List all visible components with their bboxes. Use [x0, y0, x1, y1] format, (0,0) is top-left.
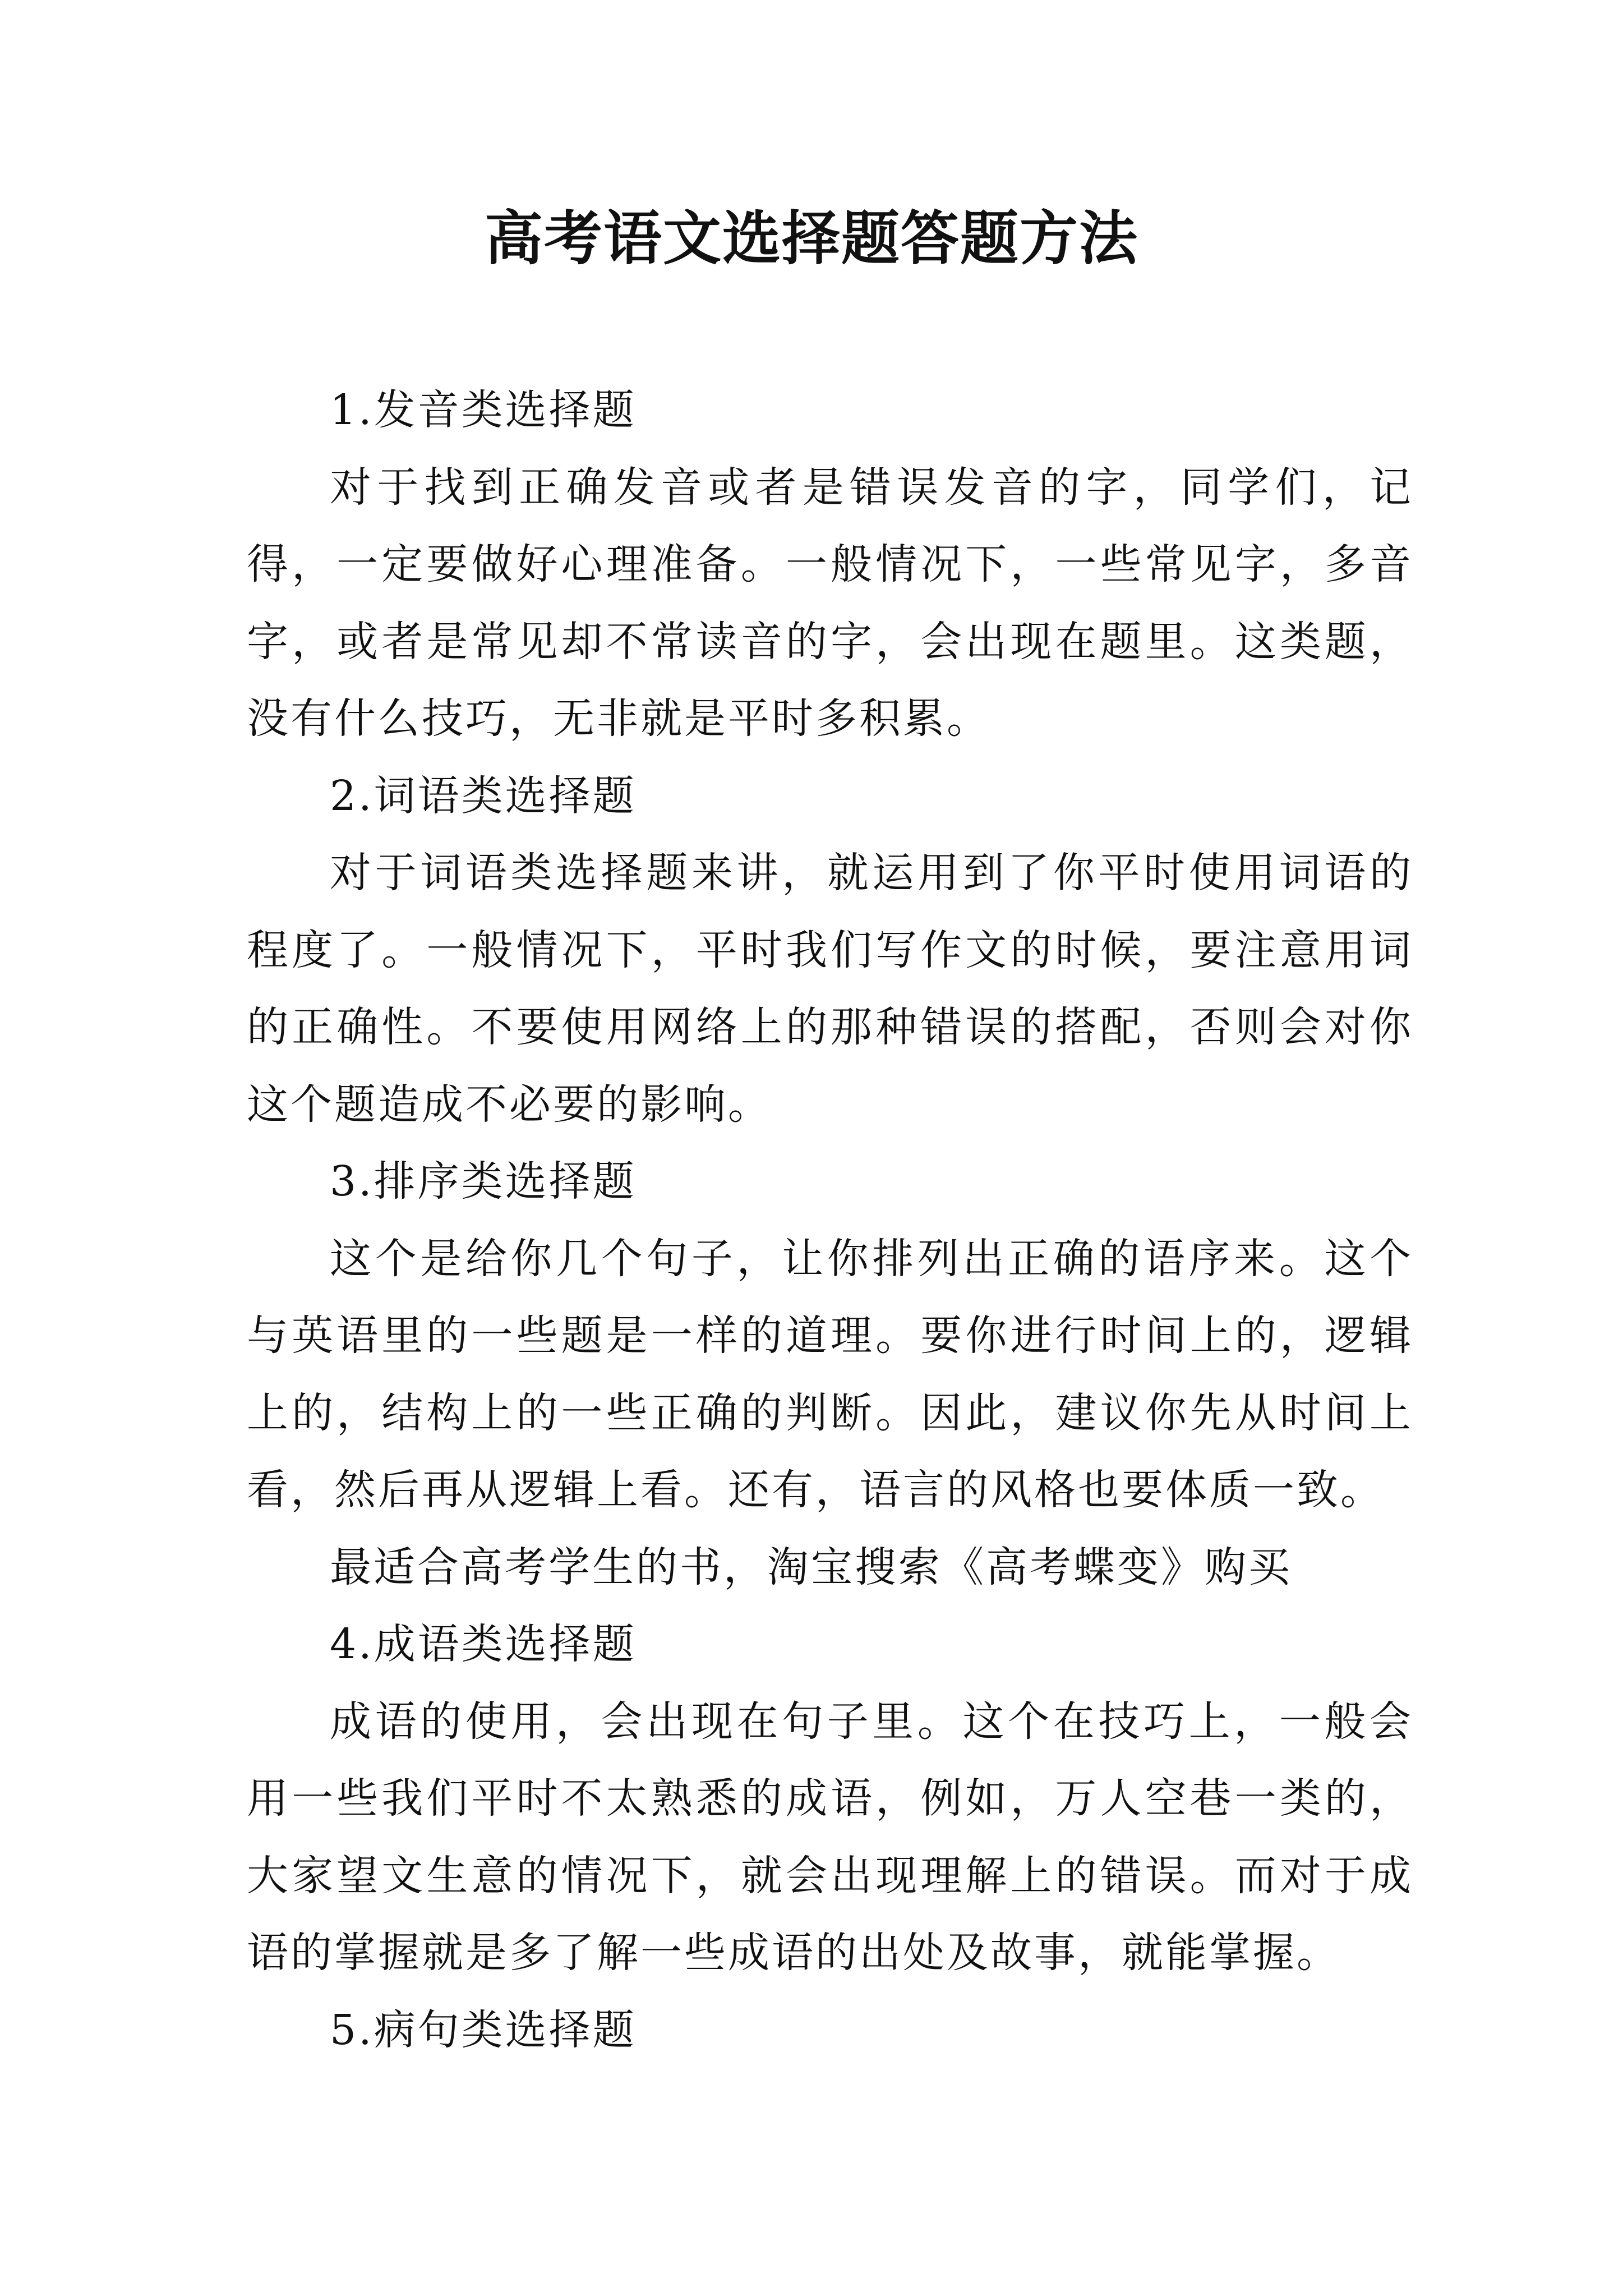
promo-note: 最适合高考学生的书，淘宝搜索《高考蝶变》购买 [330, 1543, 1292, 1591]
document-title: 高考语文选择题答题方法 [484, 204, 1138, 273]
section-heading: 5.病句类选择题 [330, 2005, 637, 2054]
section-heading: 3.排序类选择题 [330, 1157, 637, 1205]
section-paragraph: 对于找到正确发音或者是错误发音的字，同学们，记得，一定要做好心理准备。一般情况下，一些常见字，多音字，或者是常见却不常读音的字，会出现在题里。这类题，没有什么技巧，无非就是平时多积累。 [247, 463, 1413, 743]
section-heading: 1.发音类选择题 [330, 386, 637, 434]
section-heading: 2.词语类选择题 [330, 771, 637, 820]
section-heading: 4.成语类选择题 [330, 1620, 637, 1668]
section-paragraph: 这个是给你几个句子，让你排列出正确的语序来。这个与英语里的一些题是一样的道理。要你进行时间上的，逻辑上的，结构上的一些正确的判断。因此，建议你先从时间上看，然后再从逻辑上看。还有，语言的风格也要体质一致。 [247, 1234, 1413, 1514]
document-body [247, 372, 1413, 2069]
section-paragraph: 对于词语类选择题来讲，就运用到了你平时使用词语的程度了。一般情况下，平时我们写作文的时候，要注意用词的正确性。不要使用网络上的那种错误的搭配，否则会对你这个题造成不必要的影响。 [247, 849, 1413, 1129]
section-paragraph: 成语的使用，会出现在句子里。这个在技巧上，一般会用一些我们平时不太熟悉的成语，例如，万人空巷一类的，大家望文生意的情况下，就会出现理解上的错误。而对于成语的掌握就是多了解一些成语的出处及故事，就能掌握。 [247, 1697, 1413, 1977]
